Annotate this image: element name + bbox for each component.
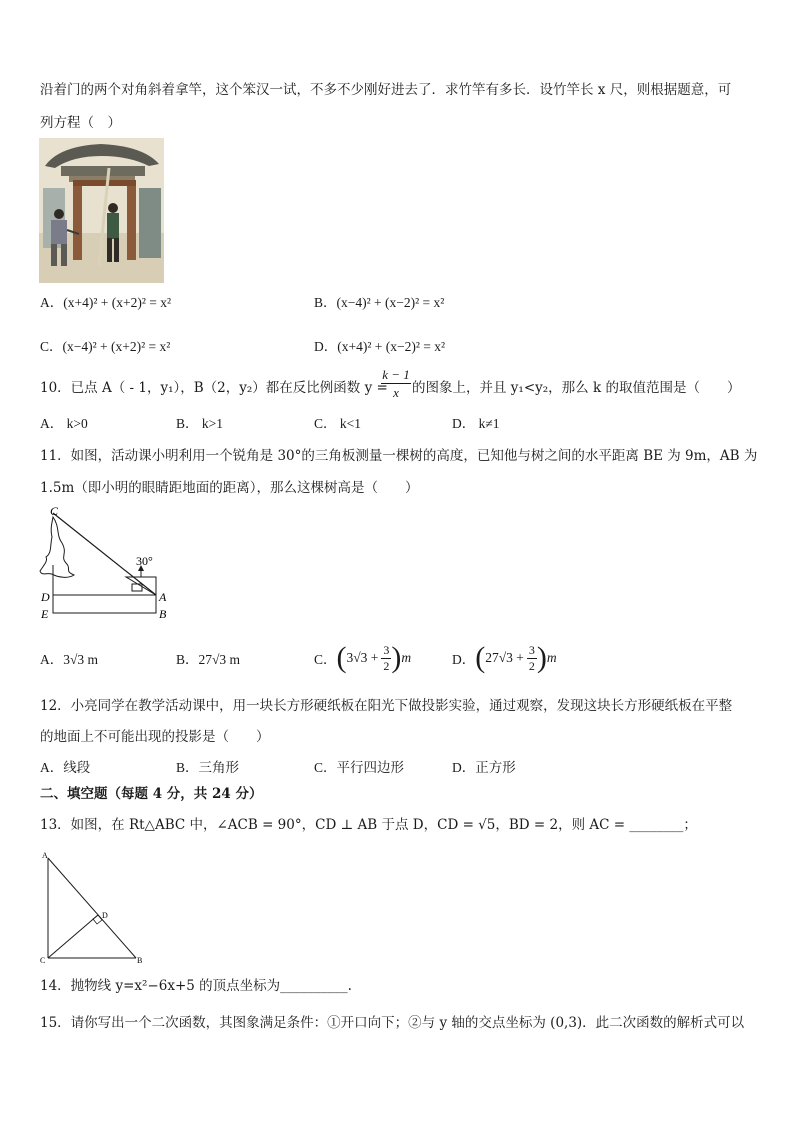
- q12-stem-line2: 的地面上不可能出现的投影是（ ）: [40, 729, 270, 745]
- q10-frac-num: k − 1: [382, 367, 410, 382]
- q11-option-d-prefix: D．: [452, 652, 476, 667]
- q13-label-c: C: [40, 956, 46, 965]
- q13-stem: 13．如图，在 Rt△ABC 中，∠ACB = 90°，CD ⊥ AB 于点 D，CD = √5，BD = 2，则 AC = ________；: [40, 817, 697, 833]
- q11-option-d-frac: [527, 643, 537, 674]
- q11-option-d-num: 3: [528, 642, 535, 657]
- q11-option-d-paren-right: ): [536, 641, 547, 674]
- q11-option-c-paren-right: ): [391, 641, 402, 674]
- q10-option-a: A． k>0: [40, 416, 88, 431]
- q9-stem-line1: 沿着门的两个对角斜着拿竿，这个笨汉一试，不多不少刚好进去了．求竹竿有多长．设竹竿长 x 尺，则根据题意，可: [40, 82, 732, 98]
- q10-stem-pre: 10．已点 A（ - 1，y₁），B（2，y₂）都在反比例函数 y =: [40, 380, 388, 396]
- q10-fraction: [381, 366, 411, 401]
- q10-stem-post: 的图象上，并且 y₁<y₂，那么 k 的取值范围是（ ）: [412, 380, 741, 396]
- q11-option-d-den: 2: [528, 658, 535, 673]
- q11-option-a: A．3√3 m: [40, 652, 99, 667]
- q11-option-d: [452, 636, 557, 680]
- q11-option-c-prefix: C．: [314, 652, 337, 667]
- q11-label-b: B: [159, 607, 167, 621]
- q11-option-c-paren-left: (: [336, 641, 347, 674]
- q13-label-a: A: [42, 851, 48, 860]
- q12-option-c: C．平行四边形: [314, 760, 405, 775]
- q9-option-d: D．(x+4)² + (x−2)² = x²: [314, 339, 446, 354]
- q10-option-d: D． k≠1: [452, 416, 500, 431]
- q11-label-c: C: [50, 505, 59, 518]
- q13-label-d: D: [102, 911, 108, 920]
- q11-option-c-unit: m: [401, 650, 412, 665]
- q12-stem-line1: 12．小亮同学在教学活动课中，用一块长方形硬纸板在阳光下做投影实验，通过观察，发现这块长方形硬纸板在平整: [40, 698, 733, 714]
- q9-option-c: C．(x−4)² + (x+2)² = x²: [40, 339, 171, 354]
- q9-stem-line2: 列方程（ ）: [40, 115, 121, 131]
- q11-option-c-num: 3: [383, 642, 390, 657]
- q11-figure: [38, 505, 173, 625]
- section2-title: 二、填空题（每题 4 分，共 24 分）: [40, 786, 263, 802]
- q11-label-a: A: [159, 590, 167, 604]
- q10-option-b: B． k>1: [176, 416, 223, 431]
- q9-illustration: [39, 138, 164, 283]
- q9-option-b: B．(x−4)² + (x−2)² = x²: [314, 295, 445, 310]
- q11-stem-line1: 11．如图，活动课小明利用一个锐角是 30°的三角板测量一棵树的高度，已知他与树之间的水平距离 BE 为 9m，AB 为: [40, 448, 758, 464]
- q14-stem: 14．抛物线 y=x²−6x+5 的顶点坐标为__________.: [40, 978, 352, 994]
- q10-frac-den: x: [393, 385, 399, 400]
- q11-label-d: D: [41, 590, 50, 604]
- q11-option-d-main: 27√3 +: [485, 650, 524, 665]
- q11-option-d-unit: m: [546, 650, 557, 665]
- q11-option-c-den: 2: [383, 658, 390, 673]
- q12-option-a: A．线段: [40, 760, 91, 775]
- q11-label-e: E: [41, 607, 49, 621]
- q11-option-b: B．27√3 m: [176, 652, 241, 667]
- q13-label-b: B: [137, 956, 143, 965]
- q11-option-c: [314, 636, 411, 680]
- q11-option-c-main: 3√3 +: [346, 650, 379, 665]
- q12-option-b: B．三角形: [176, 760, 240, 775]
- q11-option-c-frac: [381, 643, 391, 674]
- q12-option-d: D．正方形: [452, 760, 516, 775]
- q10-option-c: C． k<1: [314, 416, 361, 431]
- q15-stem: 15．请你写出一个二次函数，其图象满足条件：①开口向下；②与 y 轴的交点坐标为 (0,3)．此二次函数的解析式可以: [40, 1015, 745, 1031]
- q13-figure: [38, 848, 148, 968]
- q11-label-angle: 30°: [136, 554, 153, 568]
- q11-stem-line2: 1.5m（即小明的眼睛距地面的距离），那么这棵树高是（ ）: [40, 480, 419, 496]
- q11-option-d-paren-left: (: [475, 641, 486, 674]
- q9-option-a: A．(x+4)² + (x+2)² = x²: [40, 295, 172, 310]
